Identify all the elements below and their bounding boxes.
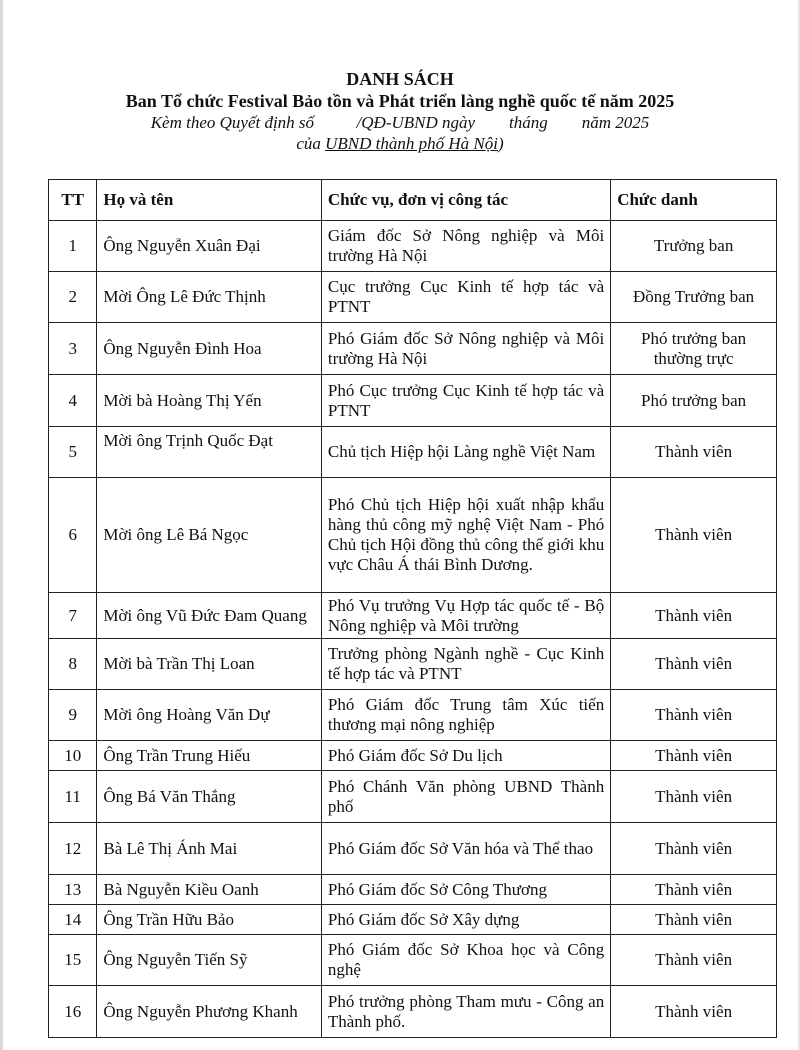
cell-tt: 6 [49,478,97,593]
cell-tt: 12 [49,823,97,875]
cell-name: Bà Lê Thị Ánh Mai [97,823,321,875]
table-row [49,905,777,935]
cell-name: Ông Nguyễn Tiến Sỹ [97,935,321,986]
cell-position: Giám đốc Sở Nông nghiệp và Môi trường Hà Nội [321,221,610,272]
table-row [49,323,777,375]
cell-role: Thành viên [611,875,777,905]
cell-position: Phó Chánh Văn phòng UBND Thành phố [321,771,610,823]
cell-tt: 15 [49,935,97,986]
cell-position: Phó Giám đốc Sở Xây dựng [321,905,610,935]
cell-role: Thành viên [611,935,777,986]
cell-role: Thành viên [611,639,777,690]
cell-role: Thành viên [611,741,777,771]
cell-tt: 4 [49,375,97,427]
table-row [49,639,777,690]
cell-role: Thành viên [611,690,777,741]
cell-tt: 7 [49,593,97,639]
cell-tt: 1 [49,221,97,272]
cell-tt: 2 [49,272,97,323]
cell-position: Trưởng phòng Ngành nghề - Cục Kinh tế hợp tác và PTNT [321,639,610,690]
cell-tt: 11 [49,771,97,823]
issuing-authority-prefix: của [296,134,326,153]
members-table [48,179,777,1038]
cell-position: Phó Giám đốc Sở Công Thương [321,875,610,905]
cell-tt: 13 [49,875,97,905]
cell-role: Thành viên [611,986,777,1038]
cell-name: Ông Trần Hữu Bảo [97,905,321,935]
cell-name: Mời bà Trần Thị Loan [97,639,321,690]
table-row [49,741,777,771]
cell-name: Mời ông Vũ Đức Đam Quang [97,593,321,639]
table-row [49,272,777,323]
cell-name: Ông Nguyễn Xuân Đại [97,221,321,272]
cell-position: Phó Vụ trưởng Vụ Hợp tác quốc tế - Bộ Nông nghiệp và Môi trường [321,593,610,639]
cell-position: Phó Giám đốc Sở Văn hóa và Thể thao [321,823,610,875]
cell-tt: 8 [49,639,97,690]
cell-tt: 14 [49,905,97,935]
table-row [49,690,777,741]
table-row [49,593,777,639]
cell-position: Phó Giám đốc Trung tâm Xúc tiến thương mại nông nghiệp [321,690,610,741]
cell-tt: 16 [49,986,97,1038]
decision-reference: Kèm theo Quyết định số /QĐ-UBND ngày tháng năm 2025 [150,113,650,132]
table-row [49,823,777,875]
column-header-tt: TT [49,180,97,221]
table-row [49,375,777,427]
cell-position: Cục trưởng Cục Kinh tế hợp tác và PTNT [321,272,610,323]
cell-tt: 3 [49,323,97,375]
cell-role: Phó trưởng ban thường trực [611,323,777,375]
table-row [49,221,777,272]
cell-tt: 9 [49,690,97,741]
cell-name: Mời bà Hoàng Thị Yến [97,375,321,427]
document-subtitle: Ban Tổ chức Festival Bảo tồn và Phát triển làng nghề quốc tế năm 2025 [125,91,675,111]
cell-role: Đồng Trưởng ban [611,272,777,323]
cell-position: Phó Cục trưởng Cục Kinh tế hợp tác và PTNT [321,375,610,427]
cell-position: Chủ tịch Hiệp hội Làng nghề Việt Nam [321,427,610,478]
cell-tt: 10 [49,741,97,771]
cell-position: Phó Giám đốc Sở Du lịch [321,741,610,771]
issuing-authority-suffix: ) [497,134,504,153]
cell-position: Phó Chủ tịch Hiệp hội xuất nhập khẩu hàng thủ công mỹ nghệ Việt Nam - Phó Chủ tịch Hội đồng thủ công thế giới khu vực Châu Á thái Bình Dương. [321,478,610,593]
cell-role: Thành viên [611,427,777,478]
page-edge [0,0,3,1050]
cell-role: Phó trưởng ban [611,375,777,427]
cell-role: Trưởng ban [611,221,777,272]
table-row [49,478,777,593]
cell-position: Phó Giám đốc Sở Nông nghiệp và Môi trường Hà Nội [321,323,610,375]
cell-name: Bà Nguyễn Kiều Oanh [97,875,321,905]
cell-role: Thành viên [611,905,777,935]
cell-name: Mời ông Trịnh Quốc Đạt [97,427,321,478]
cell-role: Thành viên [611,771,777,823]
cell-name: Ông Nguyễn Đình Hoa [97,323,321,375]
column-header-position: Chức vụ, đơn vị công tác [321,180,610,221]
table-row [49,875,777,905]
cell-role: Thành viên [611,478,777,593]
cell-position: Phó Giám đốc Sở Khoa học và Công nghệ [321,935,610,986]
cell-name: Mời Ông Lê Đức Thịnh [97,272,321,323]
table-row [49,771,777,823]
column-header-name: Họ và tên [97,180,321,221]
issuing-authority [0,133,800,154]
table-row [49,935,777,986]
cell-position: Phó trưởng phòng Tham mưu - Công an Thành phố. [321,986,610,1038]
column-header-role: Chức danh [611,180,777,221]
cell-name: Mời ông Lê Bá Ngọc [97,478,321,593]
cell-name: Ông Trần Trung Hiếu [97,741,321,771]
table-header-row [49,180,777,221]
cell-tt: 5 [49,427,97,478]
table-row [49,986,777,1038]
document-title: DANH SÁCH [346,69,454,89]
table-row [49,427,777,478]
document-header [0,68,800,154]
cell-name: Ông Bá Văn Thắng [97,771,321,823]
cell-name: Ông Nguyễn Phương Khanh [97,986,321,1038]
issuing-authority-name: UBND thành phố Hà Nội [325,134,498,153]
cell-role: Thành viên [611,823,777,875]
cell-name: Mời ông Hoàng Văn Dự [97,690,321,741]
cell-role: Thành viên [611,593,777,639]
